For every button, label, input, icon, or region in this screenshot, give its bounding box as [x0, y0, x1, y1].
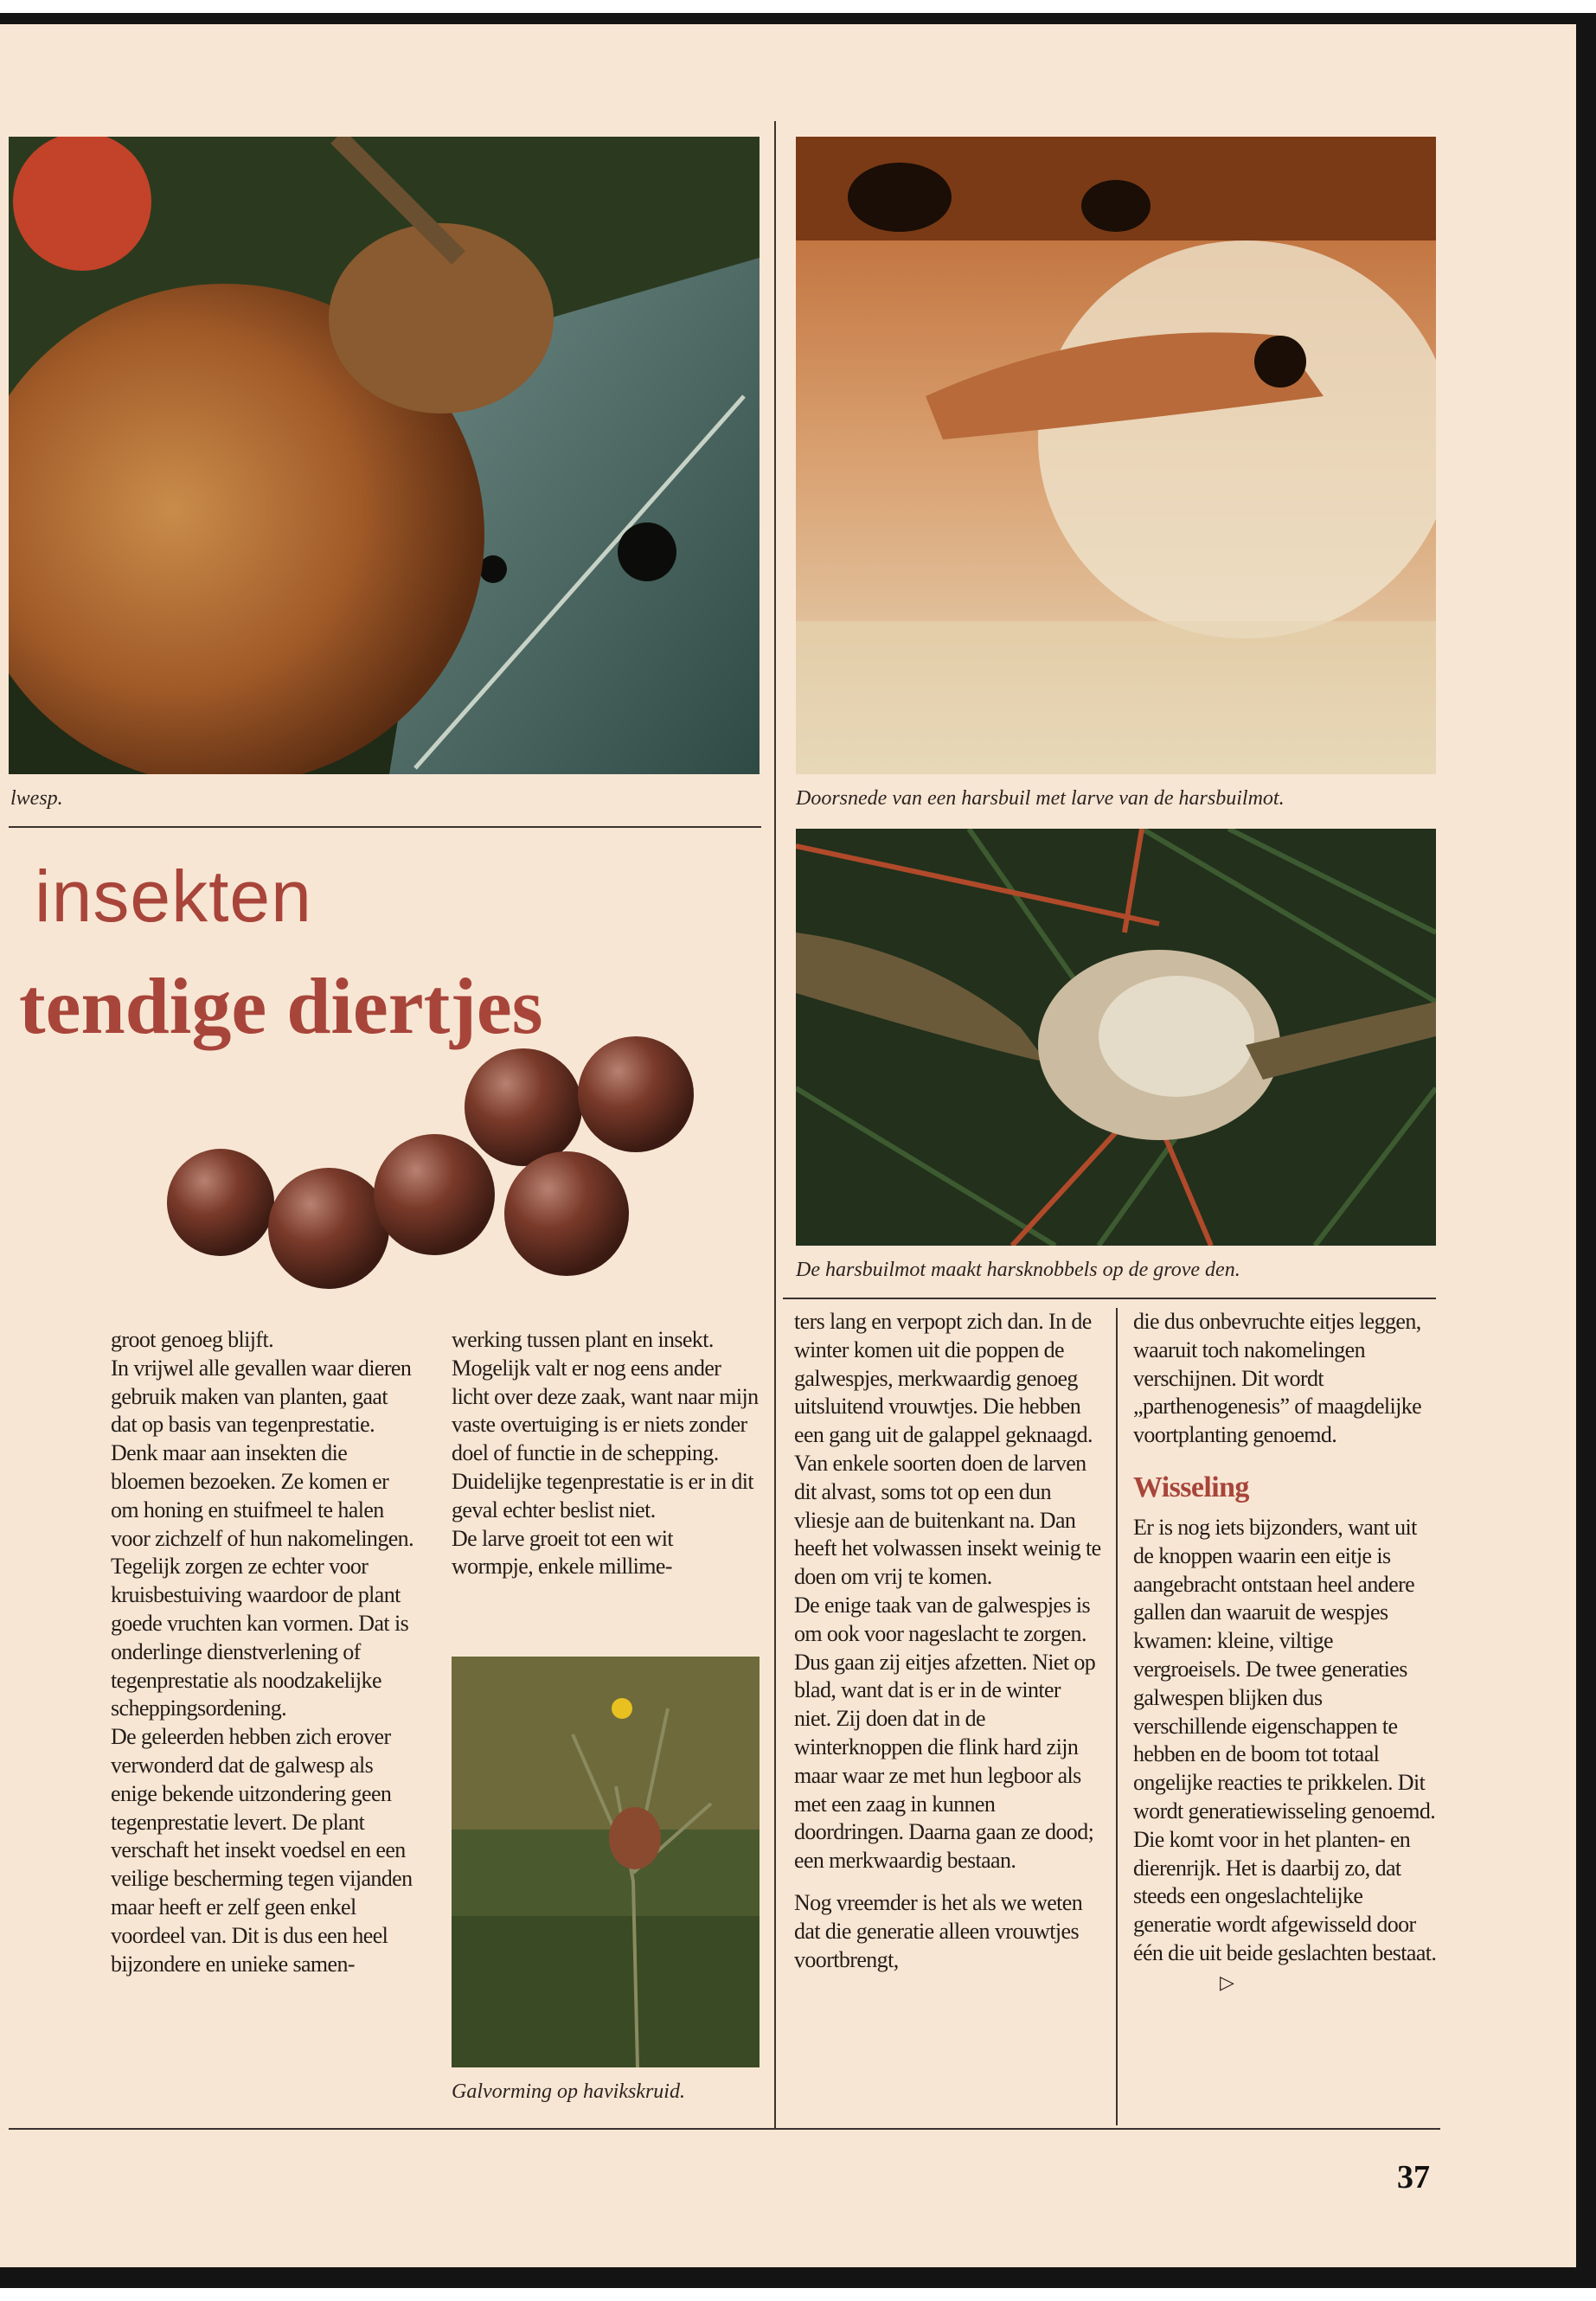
column-divider	[1116, 1308, 1118, 2125]
photo-resin-gall-larva	[796, 137, 1436, 774]
paragraph: De larve groeit tot een wit wormpje, enkele millime-	[452, 1525, 673, 1580]
text-column-4	[1133, 1308, 1440, 1997]
paragraph: werking tussen plant en insekt. Mogelijk valt er nog eens ander licht over deze zaak, want naar mijn vaste overtuiging is er niets zonder doel of functie in de schepping. Duidelijke tegenprestatie is er in dit geval echter beslist niet.	[452, 1327, 759, 1522]
paragraph: die dus onbevruchte eitjes leggen, waaruit toch nakomelingen verschijnen. Dit wordt „parthenogenesis” of maagdelijke voortplanting genoemd.	[1133, 1309, 1422, 1448]
page-number: 37	[1397, 2159, 1430, 2195]
photo-hawkweed-gall	[452, 1657, 760, 2067]
column-divider	[774, 121, 776, 2128]
paragraph: In vrijwel alle gevallen waar dieren gebruik maken van planten, gaat dat op basis van tegenprestatie. Denk maar aan insekten die bloemen bezoeken. Ze komen er om honing en stuifmeel te halen voor zichzelf of hun nakomelingen. Tegelijk zorgen ze echter voor kruisbestuiving waardoor de plant goede vruchten kan vormen. Dat is onderlinge dienstverlening of tegenprestatie als noodzakelijke scheppingsordening.	[111, 1355, 413, 1721]
footer-rule	[9, 2128, 1440, 2130]
paragraph: De enige taak van de galwespjes is om ook voor nageslacht te zorgen. Dus gaan zij eitjes afzetten. Niet op blad, want dat is er in de winter niet. Zij doen dat in de winterknoppen die flink hard zijn maar waar ze met hun legboor als met een zaag in kunnen doordringen. Daarna gaan ze dood; een merkwaardig bestaan.	[794, 1592, 1096, 1874]
caption-hawkweed: Galvorming op havikskruid.	[452, 2080, 685, 2103]
text-column-1	[111, 1326, 418, 1978]
caption-resin-gall: Doorsnede van een harsbuil met larve van de harsbuilmot.	[796, 787, 1285, 810]
paragraph: ters lang en verpopt zich dan. In de winter komen uit die poppen de galwespjes, merkwaardig genoeg uitsluitend vrouwtjes. Die hebben een gang uit de galappel geknaagd. Van enkele soorten doen de larven dit alvast, soms tot op een dun vliesje aan de buitenkant na. Dan heeft het volwassen insekt weinig te doen om vrij te komen.	[794, 1309, 1101, 1590]
text-column-2	[452, 1326, 759, 1581]
paragraph	[1133, 1514, 1440, 1997]
divider	[9, 826, 761, 828]
paragraph: groot genoeg blijft.	[111, 1327, 274, 1352]
caption-gall-wasp: lwesp.	[10, 787, 63, 810]
text-column-3	[794, 1308, 1101, 1974]
caption-pine-knob: De harsbuilmot maakt harsknobbels op de grove den.	[796, 1259, 1240, 1281]
continue-arrow-icon: ▷	[1220, 1971, 1234, 1993]
illustration-oak-galls	[156, 1025, 709, 1298]
title-line-1: insekten	[35, 856, 312, 937]
paragraph: Nog vreemder is het als we weten dat die generatie alleen vrouwtjes voortbrengt,	[794, 1889, 1083, 1972]
subheading-wisseling: Wisseling	[1133, 1471, 1249, 1503]
divider	[783, 1298, 1436, 1299]
photo-moss-gall	[9, 137, 760, 774]
title-line-2: tendige diertjes	[19, 962, 543, 1050]
paragraph-text: Er is nog iets bijzonders, want uit de knoppen waarin een eitje is aangebracht ontstaan heel andere gallen dan waaruit de wespjes kwamen: kleine, viltige vergroeisels. De twee generaties galwespen blijken dus verschillende eigenschappen te hebben en de boom tot totaal ongelijke reacties te prikkelen. Dit wordt generatiewisseling genoemd. Die komt voor in het planten- en dierenrijk. Het is daarbij zo, dat steeds een ongeslachtelijke generatie wordt afgewisseld door één die uit beide geslachten bestaat.	[1133, 1514, 1437, 1965]
photo-pine-resin-knob	[796, 829, 1436, 1246]
paragraph: De geleerden hebben zich erover verwonderd dat de galwesp als enige bekende uitzondering geen tegenprestatie levert. De plant verschaft het insekt voedsel en een veilige bescherming tegen vijanden maar heeft er zelf geen enkel voordeel van. Dit is dus een heel bijzondere en unieke samen-	[111, 1724, 413, 1977]
